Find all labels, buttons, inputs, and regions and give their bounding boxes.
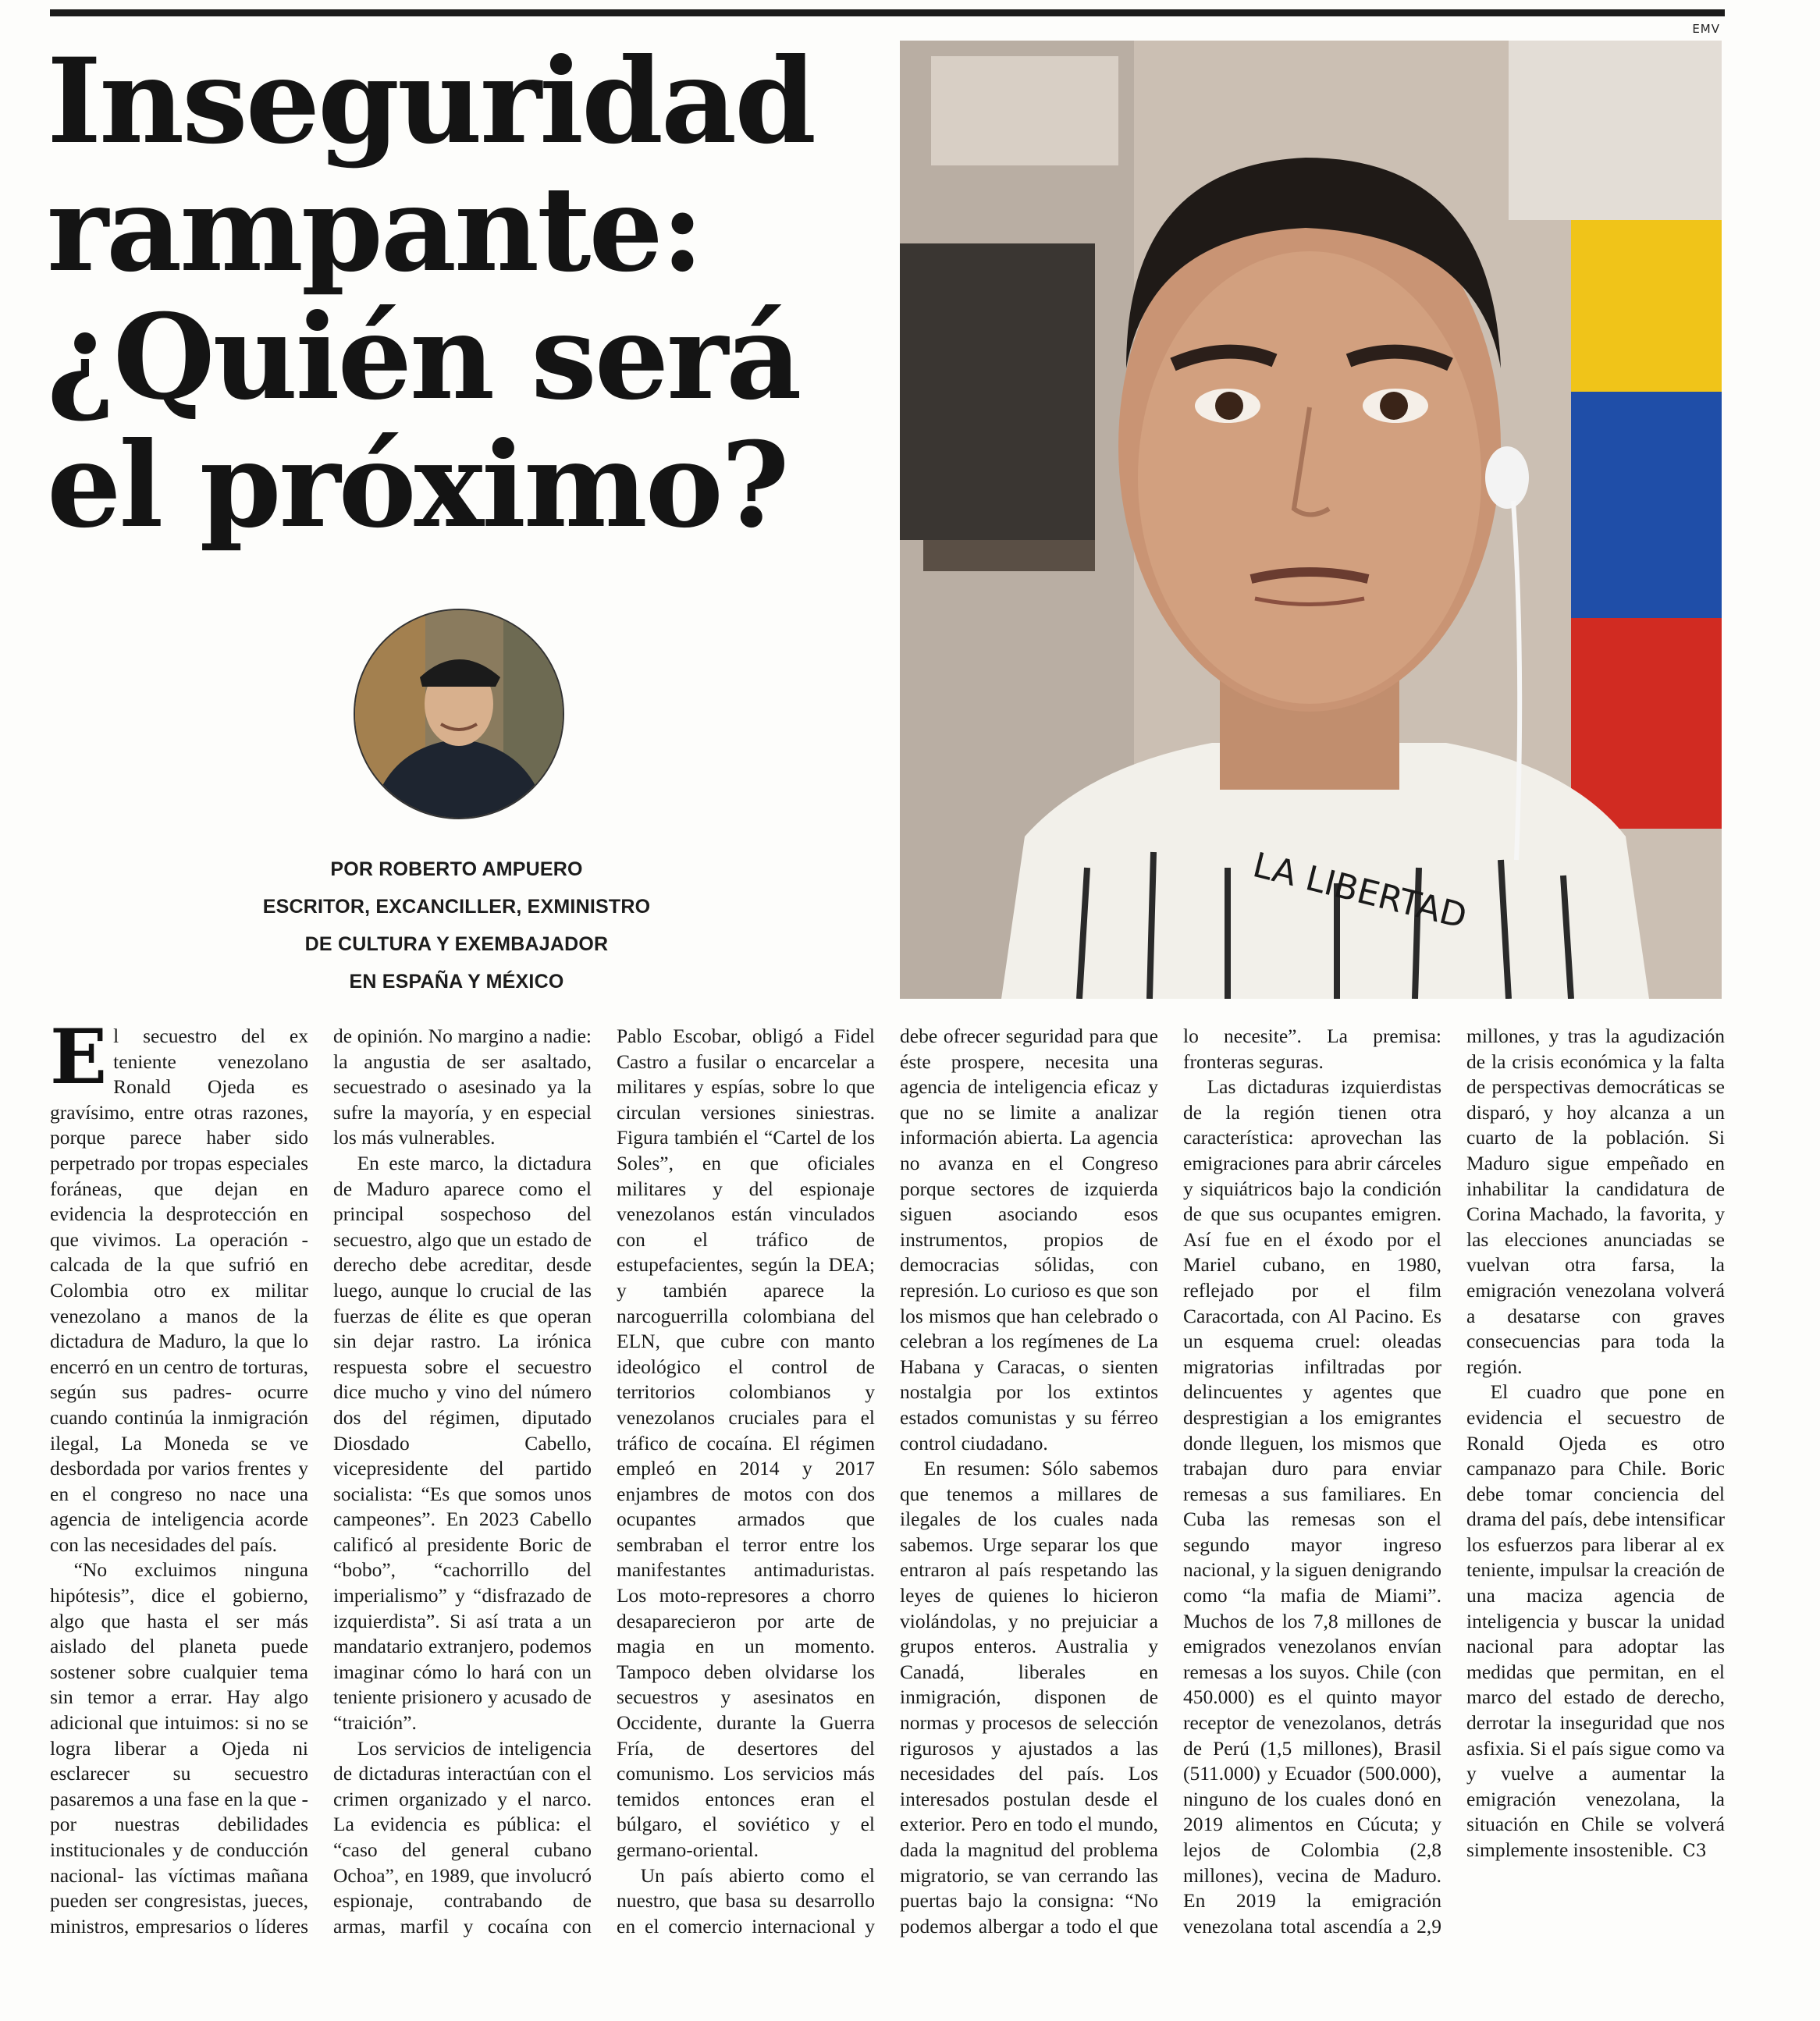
top-rule: [50, 9, 1725, 16]
byline-title-1: ESCRITOR, EXCANCILLER, EXMINISTRO: [262, 896, 651, 918]
byline-author: POR ROBERTO AMPUERO: [330, 858, 583, 880]
paragraph-6: En resumen: Sólo sabemos que tenemos a millares de ilegales de los cuales nada sabemos. Urge separar los que entraron al país respetando las leyes de quienes lo hicieron violándolas, y no prejuiciar a grupos enteros. Australia y Canadá, liberales en inmigración, disponen de normas y procesos de selección rigurosos y ajustados a las necesidades del país. Los interesados postulan desde el exterior. Pero en todo el mundo, dada la magnitud del problema migratorio, se van cerrando las puertas bajo la consigna: “No podemos albergar a todo el que lo necesite”. La premisa: fronteras seguras.: [900, 1025, 1441, 1938]
paragraph-1-text: l secuestro del ex teniente venezolano Ronald Ojeda es gravísimo, entre otras razones, porque parece haber sido perpetrado por tropas especiales foráneas, que dejan en evidencia la desprotección en que vivimos. La operación -calcada de la que sufrió en Colombia otro ex militar venezolano a manos de la dictadura de Maduro, la que lo encerró en un centro de torturas, según sus padres- ocurre cuando continúa la inmigración ilegal, La Moneda se ve desbordada por varios frentes y en el congreso no nace una agencia de inteligencia acorde con las necesidades del país.: [50, 1025, 308, 1556]
headline-line-3: ¿Quién será: [47, 289, 800, 426]
headline-line-4: el próximo?: [47, 417, 787, 554]
byline-title-2: DE CULTURA Y EXEMBAJADOR: [304, 933, 609, 955]
byline: [203, 851, 710, 1000]
headline: [47, 33, 843, 554]
paragraph-2: “No excluimos ninguna hipótesis”, dice el gobierno, algo que hasta el ser más aislado del planeta puede sostener sobre cualquier tema sin temor a errar. Hay algo adicional que intuimos: si no se logra liberar a Ojeda ni esclarecer su secuestro pasaremos a una fase en la que -por nuestras debilidades institucionales y de conducción nacional- las víctimas mañana pueden ser congresistas, jueces, ministros, empresarios o líderes de opinión. No margino a nadie: la angustia de ser asaltado, secuestrado o asesinado ya la sufre la mayoría, y en especial los más vulnerables.: [50, 1025, 592, 1938]
paragraph-1: [50, 1013, 308, 1557]
end-mark: C3: [1682, 1842, 1707, 1861]
headline-line-1: Inseguridad: [47, 33, 815, 170]
photo-credit: EMV: [1692, 22, 1720, 36]
paragraph-3: En este marco, la dictadura de Maduro aparece como el principal sospechoso del secuestro, algo que un estado de derecho debe acreditar, desde luego, aunque lo crucial de las fuerzas de élite es que operan sin dejar rastro. La irónica respuesta sobre el secuestro dice mucho y vino del número dos del régimen, diputado Diosdado Cabello, vicepresidente del partido socialista: “Es que somos unos campeones”. En 2023 Cabello calificó al presidente Boric de “bobo”, “cachorrillo del imperialismo” y “disfrazado de izquierdista”. Si así trata a un mandatario extranjero, podemos imaginar cómo lo hará con un teniente prisionero y acusado de “traición”.: [333, 1151, 592, 1735]
paragraph-7: Las dictaduras izquierdistas de la región tienen otra característica: aprovechan las emigraciones para abrir cárceles y siquiátricos bajo la condición de que sus ocupantes emigren. Así fue en el éxodo por el Mariel cubano, en 1980, reflejado por el film Caracortada, con Al Pacino. Es un esquema cruel: oleadas migratorias infiltradas por delincuentes y agentes que desprestigian a los emigrantes donde lleguen, los mismos que trabajan duro para enviar remesas a sus familiares. En Cuba las remesas son el segundo mayor ingreso nacional, y la siguen denigrando como “la mafia de Miami”. Muchos de los 7,8 millones de emigrados venezolanos envían remesas a los suyos. Chile (con 450.000) es el quinto mayor receptor de venezolanos, detrás de Perú (1,5 millones), Brasil (511.000) y Ecuador (500.000), ninguno de los cuales donó en 2019 alimentos en Cúcuta; y lejos de Colombia (2,8 millones), vecina de Maduro. En 2019 la emigración venezolana total ascendía a 2,9 millones, y tras la agudización de la crisis económica y la falta de perspectivas democráticas se disparó, y hoy alcanza a un cuarto de la población. Si Maduro sigue empeñado en inhabilitar la candidatura de Corina Machado, la favorita, y las elecciones anunciadas se vuelvan otra farsa, la emigración venezolana volverá a desatarse con graves consecuencias para toda la región.: [1183, 1025, 1725, 1938]
author-photo: [354, 609, 564, 819]
paragraph-4: Los servicios de inteligencia de dictaduras interactúan con el crimen organizado y el narco. La evidencia es pública: el “caso del general cubano Ochoa”, en 1989, que involucró espionaje, contrabando de armas, marfil y cocaína con Pablo Escobar, obligó a Fidel Castro a fusilar o encarcelar a militares y espías, sobre lo que circulan versiones siniestras. Figura también el “Cartel de los Soles”, en que oficiales militares y del espionaje venezolanos están vinculados con el tráfico de estupefacientes, según la DEA; y también aparece la narcoguerrilla colombiana del ELN, que cubre con manto ideológico el control de territorios colombianos y venezolanos cruciales para el tráfico de cocaína. El régimen empleó en 2014 y 2017 enjambres de motos con dos ocupantes armados que sembraban el terror entre los manifestantes antimaduristas. Los moto-represores a chorro desaparecieron por arte de magia en un momento. Tampoco deben olvidarse los secuestros y asesinatos en Occidente, durante la Guerra Fría, de desertores del comunismo. Los servicios más temidos entonces eran el búlgaro, el soviético y el germano-oriental.: [333, 1025, 875, 1938]
author-portrait-illustration: [355, 610, 563, 818]
paragraph-5: Un país abierto como el nuestro, que basa su desarrollo en el comercio internacional y debe ofrecer seguridad para que éste prospere, necesita una agencia de inteligencia eficaz y que no se limite a analizar información abierta. La agencia no avanza en el Congreso porque sectores de izquierda siguen asociando esos instrumentos, propios de democracias sólidas, con represión. Lo curioso es que son los mismos que han celebrado o celebran a los regímenes de La Habana y Caracas, o sienten nostalgia por los extintos estados comunistas y su férreo control ciudadano.: [617, 1025, 1158, 1938]
byline-title-3: EN ESPAÑA Y MÉXICO: [349, 971, 564, 993]
article-body: [50, 1013, 1725, 1948]
drop-cap: E: [50, 1013, 108, 1101]
paragraph-8: [1466, 1380, 1725, 1864]
shirt-text: LA LIBERTAD: [1249, 845, 1471, 937]
main-photo: [900, 41, 1722, 999]
paragraph-8-text: El cuadro que pone en evidencia el secuestro de Ronald Ojeda es otro campanazo para Chile. Boric debe tomar conciencia del drama del país, debe intensificar los esfuerzos para liberar al ex teniente, impulsar la creación de una maciza agencia de inteligencia y buscar la unidad nacional para adoptar las medidas que permitan, en el marco del estado de derecho, derrotar la inseguridad que nos asfixia. Si el país sigue como va y vuelve a aumentar la emigración venezolana, la situación en Chile se volverá simplemente insostenible.: [1466, 1380, 1725, 1861]
headline-line-2: rampante:: [47, 161, 702, 298]
portrait-illustration: [900, 41, 1722, 999]
